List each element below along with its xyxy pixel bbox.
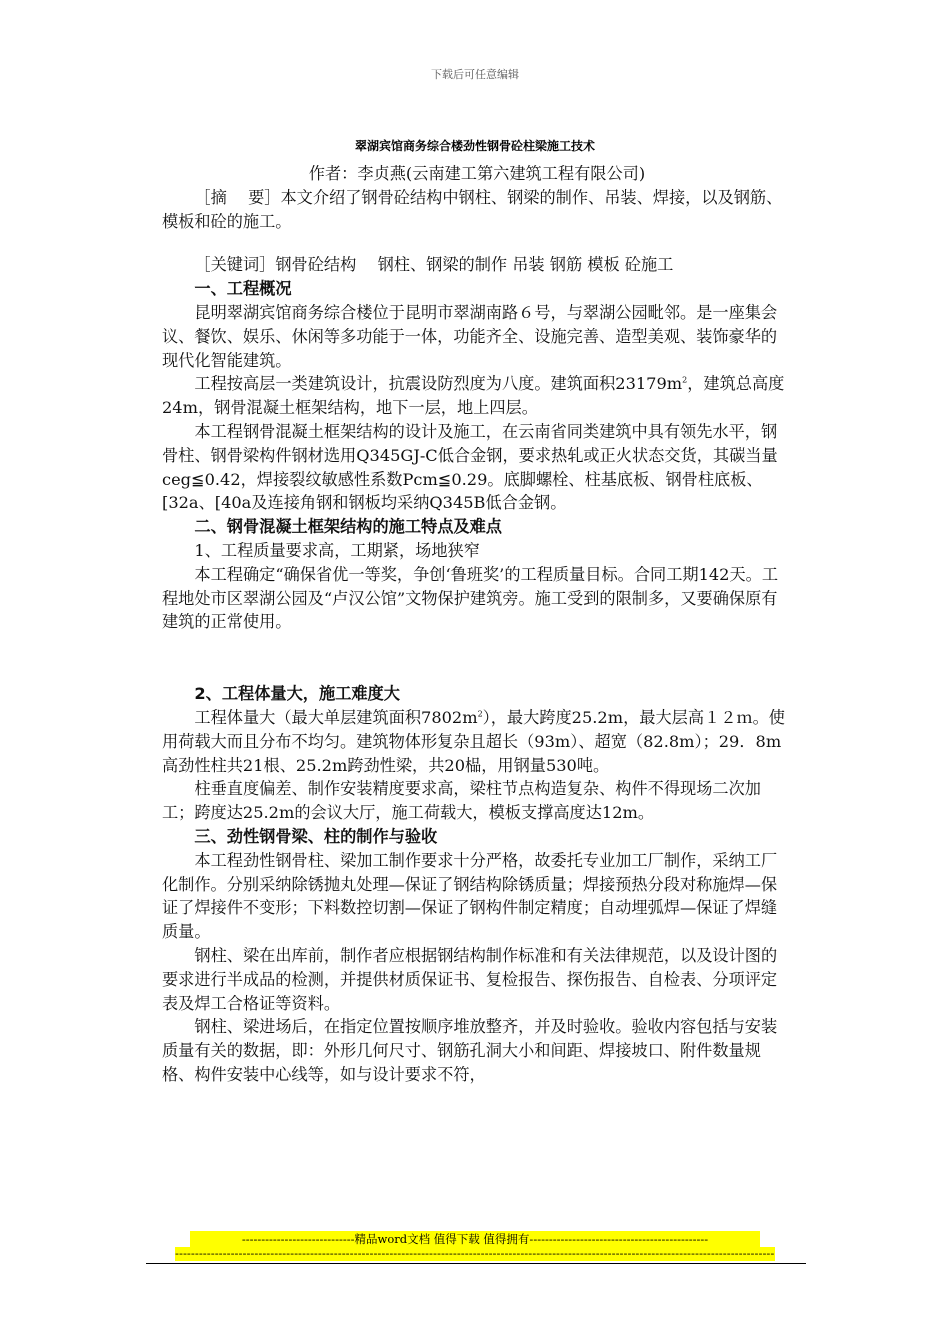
section-2-heading: 二、钢骨混凝土框架结构的施工特点及难点 bbox=[194, 517, 502, 537]
text-run: ），最大跨度25.2m，最大层高１２ｍ。使用荷载大而且分布不均匀。建筑物体形复杂且超长（93m）、超宽（82.8m）；29．8m高劲性柱共21根、25.2m跨劲性梁，共20榀，用钢量530吨。 bbox=[162, 707, 785, 775]
section-3-paragraph: 钢柱、梁在出库前，制作者应根据钢结构制作标准和有关法律规范，以及设计图的要求进行半成品的检测，并提供材质保证书、复检报告、探伤报告、自检表、分项评定表及焊工合格证等资料。 bbox=[162, 945, 778, 1013]
footer-dashes: ------------------------------------------------------------------------------------------------------------------------------------------------------- bbox=[175, 1247, 775, 1260]
section-1-paragraph: 昆明翠湖宾馆商务综合楼位于昆明市翠湖南路６号，与翠湖公园毗邻。是一座集会议、餐饮、娱乐、休闲等多功能于一体，功能齐全、设施完善、造型美观、装饰豪华的现代化智能建筑。 bbox=[162, 302, 778, 370]
section-2-paragraph: 柱垂直度偏差、制作安装精度要求高，梁柱节点构造复杂、构件不得现场二次加工；跨度达25.2m的会议大厅，施工荷载大，模板支撑高度达12m。 bbox=[162, 779, 761, 823]
document-title: 翠湖宾馆商务综合楼劲性钢骨砼柱梁施工技术 bbox=[354, 139, 595, 153]
section-3-paragraph: 本工程劲性钢骨柱、梁加工制作要求十分严格，故委托专业加工厂制作，采纳工厂化制作。分别采纳除锈抛丸处理—保证了钢结构除锈质量；焊接预热分段对称施焊—保证了焊接件不变形；下料数控切割—保证了钢构件制定精度；自动埋弧焊—保证了焊缝质量。 bbox=[162, 850, 778, 942]
document-body bbox=[162, 162, 792, 1087]
text-run: 工程体量大（最大单层建筑面积7802m bbox=[194, 707, 478, 727]
section-1-heading: 一、工程概况 bbox=[194, 279, 292, 299]
author-line: 作者：李贞燕(云南建工第六建筑工程有限公司) bbox=[308, 164, 646, 183]
section-2-paragraph: 本工程确定“确保省优一等奖，争创‘鲁班奖’的工程质量目标。合同工期142天。工程地处市区翠湖公园及“卢汉公馆”文物保护建筑旁。施工受到的限制多，又要确保原有建筑的正常使用。 bbox=[162, 564, 779, 632]
footer-banner: -----------------------------精品word文档 值得下载 值得拥有---------------------------------------------- bbox=[190, 1231, 760, 1247]
abstract: ［摘 要］本文介绍了钢骨砼结构中钢柱、钢梁的制作、吊装、焊接，以及钢筋、模板和砼的施工。 bbox=[162, 187, 783, 231]
section-3-paragraph: 钢柱、梁进场后，在指定位置按顺序堆放整齐，并及时验收。验收内容包括与安装质量有关的数据，即：外形几何尺寸、钢筋孔洞大小和间距、焊接坡口、附件数量规格、构件安装中心线等，如与设计要求不符， bbox=[162, 1017, 778, 1084]
section-1-paragraph: 本工程钢骨混凝土框架结构的设计及施工，在云南省同类建筑中具有领先水平，钢骨柱、钢骨梁构件钢材选用Q345GJ-C低合金钢，要求热轧或正火状态交货，其碳当量ceg≦0.42，焊接裂纹敏感性系数Pcm≦0.29。底脚螺栓、柱基底板、钢骨柱底板、[32a、[40a及连接角钢和钢板均采纳Q345B低合金钢。 bbox=[162, 421, 778, 513]
keywords: ［关键词］钢骨砼结构 钢柱、钢梁的制作 吊装 钢筋 模板 砼施工 bbox=[194, 255, 674, 275]
section-2-subheading: 2、工程体量大，施工难度大 bbox=[194, 684, 400, 704]
section-2-paragraph bbox=[162, 706, 792, 777]
superscript: 2 bbox=[477, 709, 483, 719]
section-2-subheading: 1、工程质量要求高，工期紧，场地狭窄 bbox=[194, 540, 480, 560]
section-3-heading: 三、劲性钢骨梁、柱的制作与验收 bbox=[194, 826, 438, 846]
text-run: ，建筑总高度24m，钢骨混凝土框架结构，地下一层，地上四层。 bbox=[162, 374, 785, 418]
section-1-paragraph bbox=[162, 372, 792, 420]
text-run: 工程按高层一类建筑设计，抗震设防烈度为八度。建筑面积23179m bbox=[194, 374, 683, 394]
header-note: 下载后可任意编辑 bbox=[431, 68, 519, 81]
superscript: 2 bbox=[682, 375, 688, 385]
footer-rule bbox=[146, 1263, 806, 1264]
